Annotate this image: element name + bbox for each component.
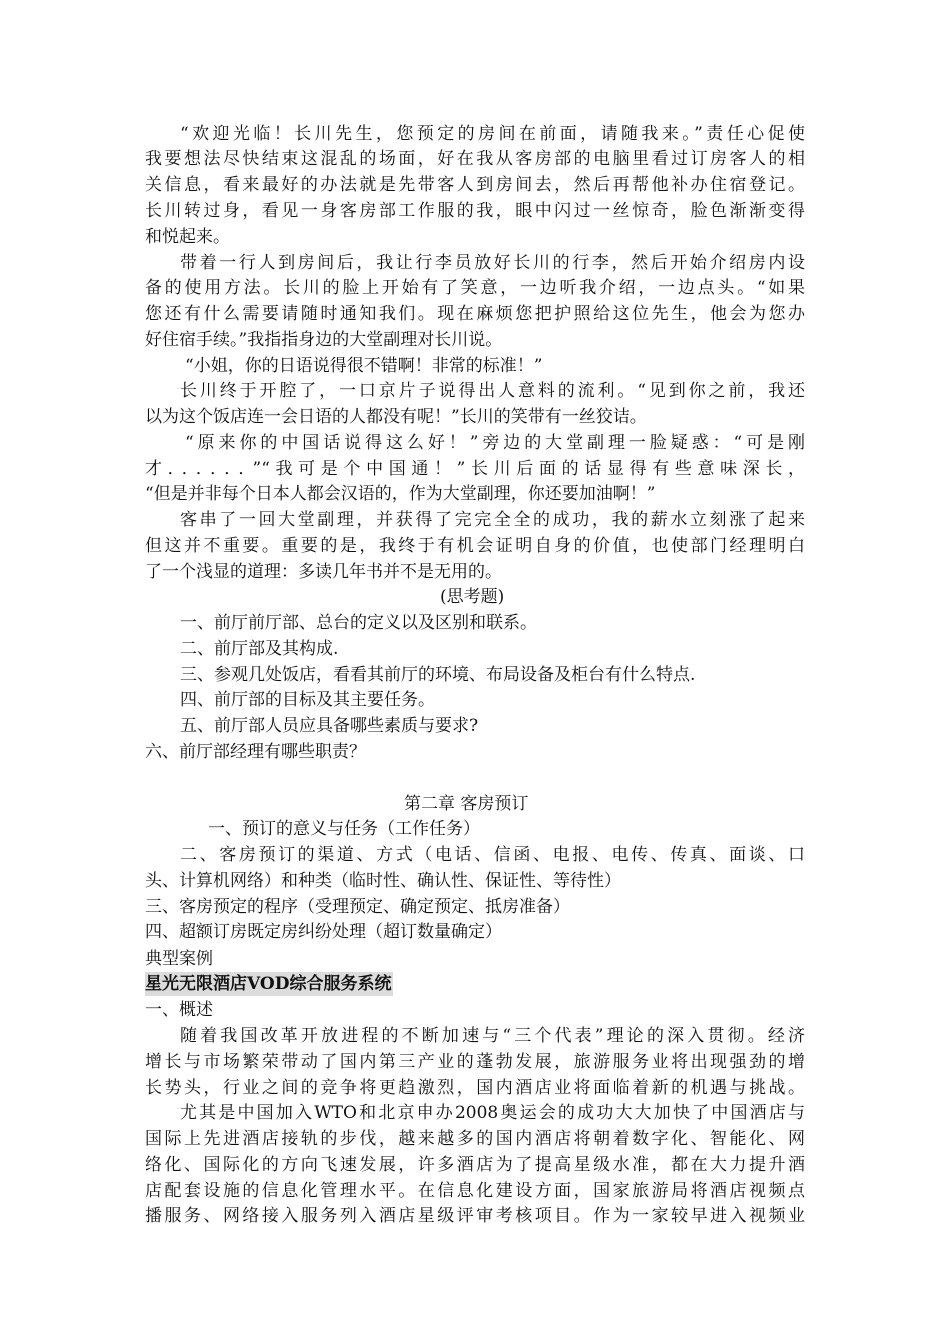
story-line: “欢迎光临！长川先生，您预定的房间在前面，请随我来。”责任心促使 [180,124,805,144]
question-item: 六、前厅部经理有哪些职责？ [145,742,366,762]
story-line: “原来你的中国话说得这么好！”旁边的大堂副理一脸疑惑：“可是刚 [185,433,805,453]
question-item: 一、前厅前厅部、总台的定义以及区别和联系。 [180,613,537,633]
story-line: “但是并非每个日本人都会汉语的，作为大堂副理，你还要加油啊！” [145,484,656,504]
case-line: 店配套设施的信息化管理水平。在信息化建设方面，国家旅游局将酒店视频点 [145,1181,805,1201]
question-item: 三、参观几处饭店，看看其前厅的环境、布局设备及柜台有什么特点. [180,665,696,685]
chapter-item: 二、客房预订的渠道、方式（电话、信函、电报、电传、传真、面谈、口 [180,845,805,865]
story-line: 客串了一回大堂副理，并获得了完完全全的成功，我的薪水立刻涨了起来 [180,510,805,530]
case-section: 一、概述 [145,1000,213,1020]
story-line: 了一个浅显的道理：多读几年书并不是无用的。 [145,562,502,582]
story-line: 您还有什么需要请随时通知我们。现在麻烦您把护照给这位先生，他会为您办 [145,304,805,324]
story-line: 带着一行人到房间后，我让行李员放好长川的行李，然后开始介绍房内设 [180,253,805,273]
story-line: 以为这个饭店连一会日语的人都没有呢！”长川的笑带有一丝狡诘。 [145,407,647,427]
case-line: 增长与市场繁荣带动了国内第三产业的蓬勃发展，旅游服务业将出现强劲的增 [145,1052,805,1072]
question-item: 二、前厅部及其构成. [180,639,339,659]
story-line: 长川终于开腔了，一口京片子说得出人意料的流利。“见到你之前，我还 [180,381,805,401]
question-item: 五、前厅部人员应具备哪些素质与要求? [180,716,479,736]
case-line: 随着我国改革开放进程的不断加速与“三个代表”理论的深入贯彻。经济 [180,1026,805,1046]
story-line: 我要想法尽快结束这混乱的场面，好在我从客房部的电脑里看过订房客人的相 [145,149,805,169]
question-item: 四、前厅部的目标及其主要任务。 [180,690,435,710]
chapter-item: 一、预订的意义与任务（工作任务） [208,819,480,839]
chapter-item: 三、客房预定的程序（受理预定、确定预定、抵房准备） [145,897,570,917]
questions-heading: (思考题) [440,587,505,607]
story-line: 好住宿手续。”我指指身边的大堂副理对长川说。 [145,330,503,350]
case-line: 尤其是中国加入WTO和北京申办2008奥运会的成功大大加快了中国酒店与 [180,1103,805,1123]
story-line: 关信息，看来最好的办法就是先带客人到房间去，然后再帮他补办住宿登记。 [145,175,805,195]
chapter-item: 四、超额订房既定房纠纷处理（超订数量确定） [145,922,502,942]
story-line: 才．．．．．．”“我可是个中国通！”长川后面的话显得有些意味深长， [145,459,805,479]
story-line: 和悦起来。 [145,227,230,247]
story-line: 备的使用方法。长川的脸上开始有了笑意，一边听我介绍，一边点头。“如果 [145,278,805,298]
story-line: 但这并不重要。重要的是，我终于有机会证明自身的价值，也使部门经理明白 [145,536,805,556]
case-line: 长势头，行业之间的竞争将更趋激烈，国内酒店业将面临着新的机遇与挑战。 [145,1078,805,1098]
story-line: 长川转过身，看见一身客房部工作服的我，眼中闪过一丝惊奇，脸色渐渐变得 [145,201,805,221]
case-line: 播服务、网络接入服务列入酒店星级评审考核项目。作为一家较早进入视频业 [145,1206,805,1226]
chapter-title: 第二章 客房预订 [404,794,529,814]
chapter-item: 头、计算机网络）和种类（临时性、确认性、保证性、等待性） [145,871,621,891]
case-line: 国际上先进酒店接轨的步伐，越来越多的国内酒店将朝着数字化、智能化、网 [145,1129,805,1149]
story-line: “小姐，你的日语说得很不错啊！非常的标准！” [185,356,543,376]
case-label: 典型案例 [145,949,213,969]
case-title: 星光无限酒店VOD综合服务系统 [145,974,392,994]
case-line: 络化、国际化的方向飞速发展，许多酒店为了提高星级水准，都在大力提升酒 [145,1155,805,1175]
